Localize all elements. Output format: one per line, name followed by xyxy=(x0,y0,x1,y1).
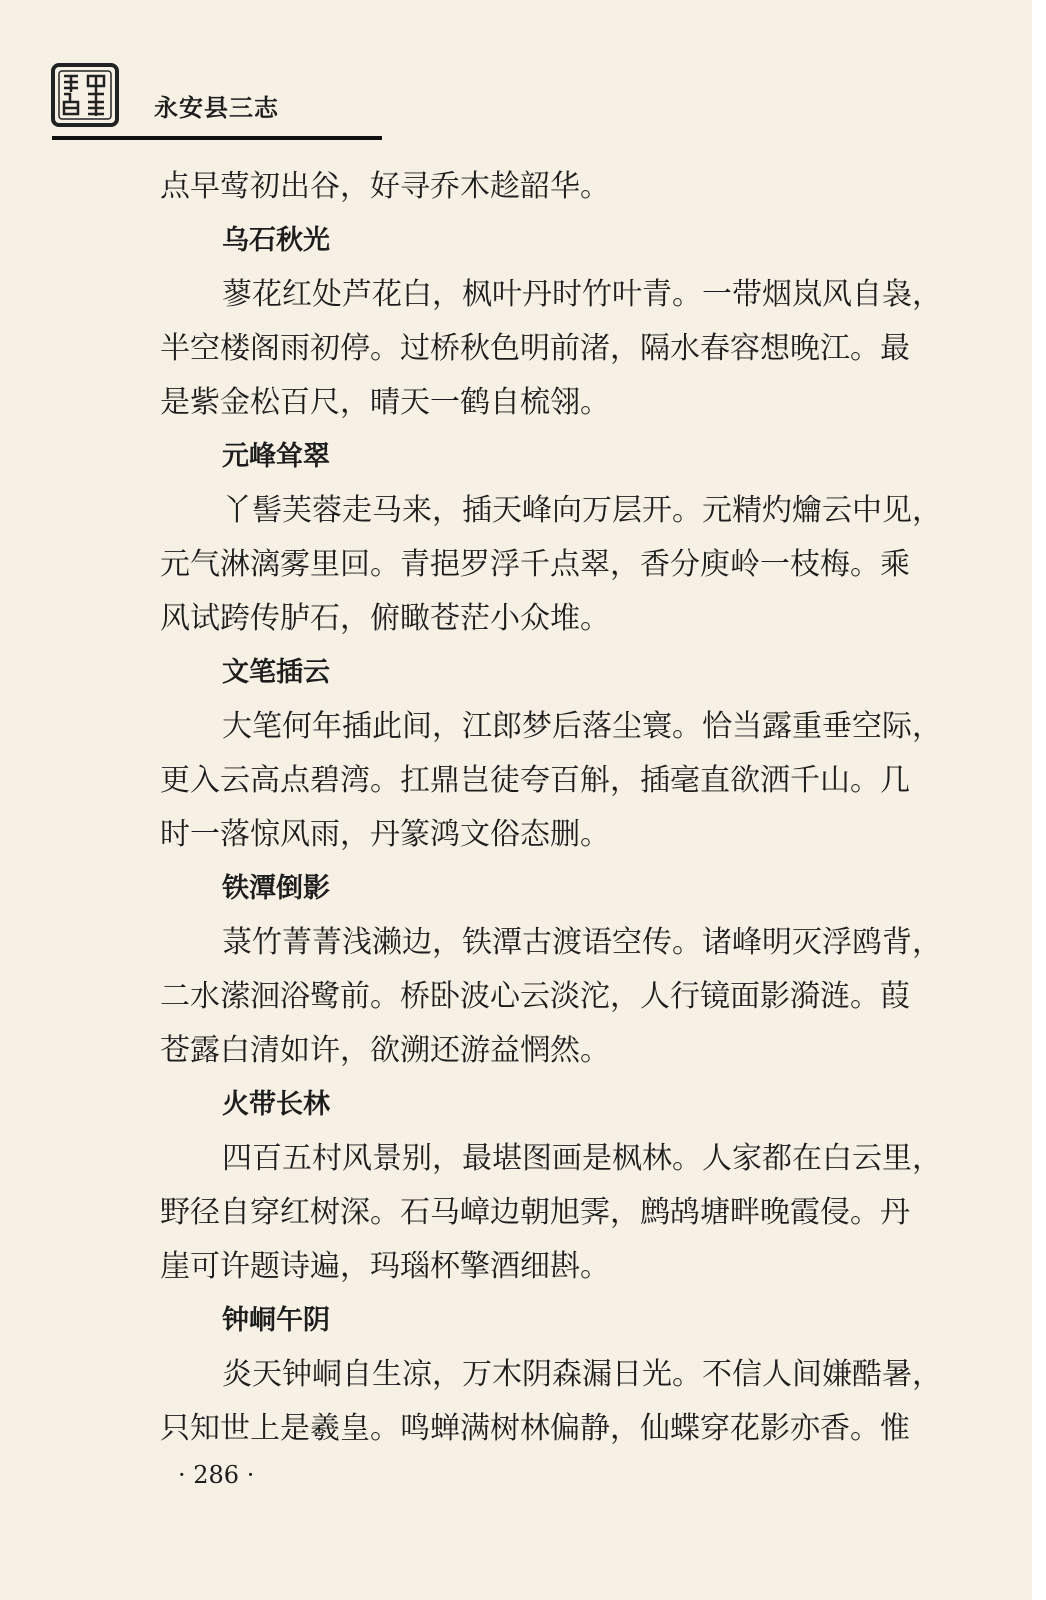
header-rule xyxy=(52,136,382,140)
opening-line: 点早莺初出谷，好寻乔木趁韶华。 xyxy=(160,169,610,204)
page-edge xyxy=(1032,0,1046,1600)
poem-line: 二水潆洄浴鹭前。桥卧波心云淡沱，人行镜面影漪涟。葭 xyxy=(160,979,910,1014)
poem-title: 火带长林 xyxy=(222,1089,330,1120)
poem-line: 菉竹菁菁浅濑边，铁潭古渡语空传。诸峰明灭浮鸥背， xyxy=(222,925,942,960)
poem-line: 丫髻芙蓉走马来，插天峰向万层开。元精灼爚云中见， xyxy=(222,493,942,528)
poem-line: 半空楼阁雨初停。过桥秋色明前渚，隔水春容想晚江。最 xyxy=(160,331,910,366)
poem-line: 时一落惊风雨，丹篆鸿文俗态删。 xyxy=(160,817,610,852)
page-content xyxy=(160,160,990,1456)
poem-line: 崖可许题诗遍，玛瑙杯擎酒细斟。 xyxy=(160,1249,610,1284)
poem-line: 大笔何年插此间，江郎梦后落尘寰。恰当露重垂空际， xyxy=(222,709,942,744)
poem-line: 只知世上是羲皇。鸣蝉满树林偏静，仙蝶穿花影亦香。惟 xyxy=(160,1411,910,1446)
poem-line: 元气淋漓雾里回。青挹罗浮千点翠，香分庾岭一枝梅。乘 xyxy=(160,547,910,582)
poem-line: 炎天钟峒自生凉，万木阴森漏日光。不信人间嫌酷暑， xyxy=(222,1357,942,1392)
poem-line: 苍露白清如许，欲溯还游益惘然。 xyxy=(160,1033,610,1068)
seal-logo-icon xyxy=(50,62,120,128)
poem-title: 元峰耸翠 xyxy=(222,441,330,472)
poem-title: 文笔插云 xyxy=(222,657,330,688)
running-header-title: 永安县三志 xyxy=(154,94,279,122)
poem-title: 乌石秋光 xyxy=(222,225,330,256)
poem-title: 铁潭倒影 xyxy=(222,873,330,904)
poem-line: 蓼花红处芦花白，枫叶丹时竹叶青。一带烟岚风自袅， xyxy=(222,277,942,312)
page-number: · 286 · xyxy=(178,1461,255,1489)
poem-line: 野径自穿红树深。石马嶂边朝旭霁，鹧鸪塘畔晚霞侵。丹 xyxy=(160,1195,910,1230)
poem-line: 四百五村风景别，最堪图画是枫林。人家都在白云里， xyxy=(222,1141,942,1176)
poem-line: 是紫金松百尺，晴天一鹤自梳翎。 xyxy=(160,385,610,420)
poem-line: 风试跨传胪石，俯瞰苍茫小众堆。 xyxy=(160,601,610,636)
poem-line: 更入云高点碧湾。扛鼎岂徒夸百斛，插毫直欲洒千山。几 xyxy=(160,763,910,798)
poem-title: 钟峒午阴 xyxy=(222,1305,330,1336)
